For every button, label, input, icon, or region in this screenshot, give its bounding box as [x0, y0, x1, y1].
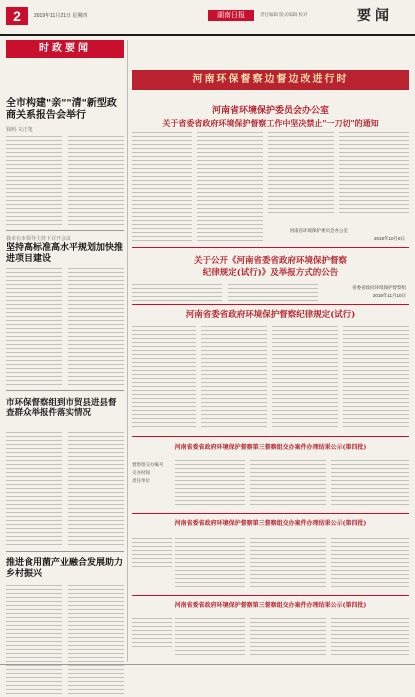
article-headline-4: 推进食用菌产业融合发展助力乡村振兴: [6, 558, 124, 579]
results-body-3c: [331, 618, 409, 658]
campaign-banner: 河南环保督察边督边改进行时: [132, 70, 409, 90]
page-number: 2: [6, 7, 28, 25]
masthead: [0, 0, 415, 36]
article-body-4b: [68, 585, 124, 697]
rules-title: 河南省委省政府环境保护督察纪律规定(试行): [185, 310, 356, 320]
rules-body-3: [272, 326, 338, 430]
notice-subtitle: 关于省委省政府环境保护督察工作中坚决禁止"一刀切"的通知: [162, 118, 379, 128]
article-kicker-2: 我市在市领导主持下召开会议: [6, 236, 72, 242]
section-rule: [132, 304, 409, 305]
case-unit-label: 责任单位: [132, 478, 150, 483]
article-body-4a: [6, 585, 62, 697]
article-body-3a: [6, 432, 62, 547]
notice-body-2: [197, 132, 263, 242]
article-body-2b: [68, 268, 124, 386]
announce-title-line-1: 关于公开《河南省委省政府环境保护督察: [193, 256, 347, 266]
article-sub-1: 钱明·文正笔: [6, 127, 33, 133]
rules-body-1: [132, 326, 196, 430]
section-rule: [132, 595, 409, 596]
left-news-column: [6, 40, 124, 665]
results-body-2a: [175, 538, 245, 590]
rules-body-2: [201, 326, 267, 430]
notice-body-1: [132, 132, 192, 242]
notice-body-3: [268, 132, 334, 216]
results-title-2: 河南省委省政府环境保护督察第三督察组交办案件办理结果公示(第四批): [174, 520, 367, 527]
section-title: 要闻: [357, 8, 393, 24]
rules-body-4: [343, 326, 409, 430]
notice-body-4: [339, 132, 409, 216]
section-rule: [132, 513, 409, 514]
notice-title: 河南省环境保护委员会办公室: [211, 106, 329, 116]
footer-rule: [0, 664, 415, 665]
article-body-3b: [68, 432, 124, 547]
article-headline-2: 坚持高标准高水平规划加快推进项目建设: [6, 243, 124, 264]
left-column-header: 时政要闻: [6, 40, 124, 58]
announce-body-2: [228, 284, 318, 302]
results-body-3a: [175, 618, 245, 658]
results-body-1b: [250, 460, 326, 508]
newspaper-logo: 湖南日报: [208, 10, 254, 21]
announce-title-line-2: 纪律规定(试行)》及举报方式的公告: [202, 268, 339, 278]
case-number-label: 督察组交办编号: [132, 462, 164, 467]
divider: [6, 230, 124, 231]
results-labels-2: [132, 538, 172, 570]
announce-signature: 省委省政府环境保护督察组: [352, 285, 406, 290]
results-title-3: 河南省委省政府环境保护督察第三督察组交办案件办理结果公示(第四批): [174, 602, 367, 609]
editor-meta: 责任编辑 版式编辑 校对: [260, 12, 308, 17]
section-rule: [132, 247, 409, 248]
article-headline-1: 全市构建"亲""清"新型政商关系报告会举行: [6, 98, 117, 121]
results-labels-3: [132, 618, 172, 650]
article-headline-3: 市环保督察组到市贸县进县督查群众举报件落实情况: [6, 398, 117, 419]
date-line: 2019年11月21日 星期四: [34, 13, 88, 19]
case-date-label: 交办时间: [132, 470, 150, 475]
results-body-3b: [250, 618, 326, 658]
article-body-1b: [68, 136, 124, 226]
results-title-1: 河南省委省政府环境保护督察第三督察组交办案件办理结果公示(第四批): [174, 444, 367, 451]
notice-date: 2019年10月8日: [373, 236, 405, 241]
article-body-1a: [6, 136, 62, 226]
section-rule: [132, 436, 409, 437]
results-body-1a: [175, 460, 245, 508]
notice-signature: 河南省环境保护委员会办公室: [289, 228, 348, 233]
divider: [6, 390, 124, 391]
announce-body-1: [132, 284, 222, 302]
divider: [6, 551, 124, 552]
column-divider: [127, 40, 128, 662]
results-body-2b: [250, 538, 326, 590]
article-body-2a: [6, 268, 62, 386]
results-body-1c: [331, 460, 409, 508]
announce-date: 2019年11月10日: [372, 293, 406, 298]
results-body-2c: [331, 538, 409, 590]
